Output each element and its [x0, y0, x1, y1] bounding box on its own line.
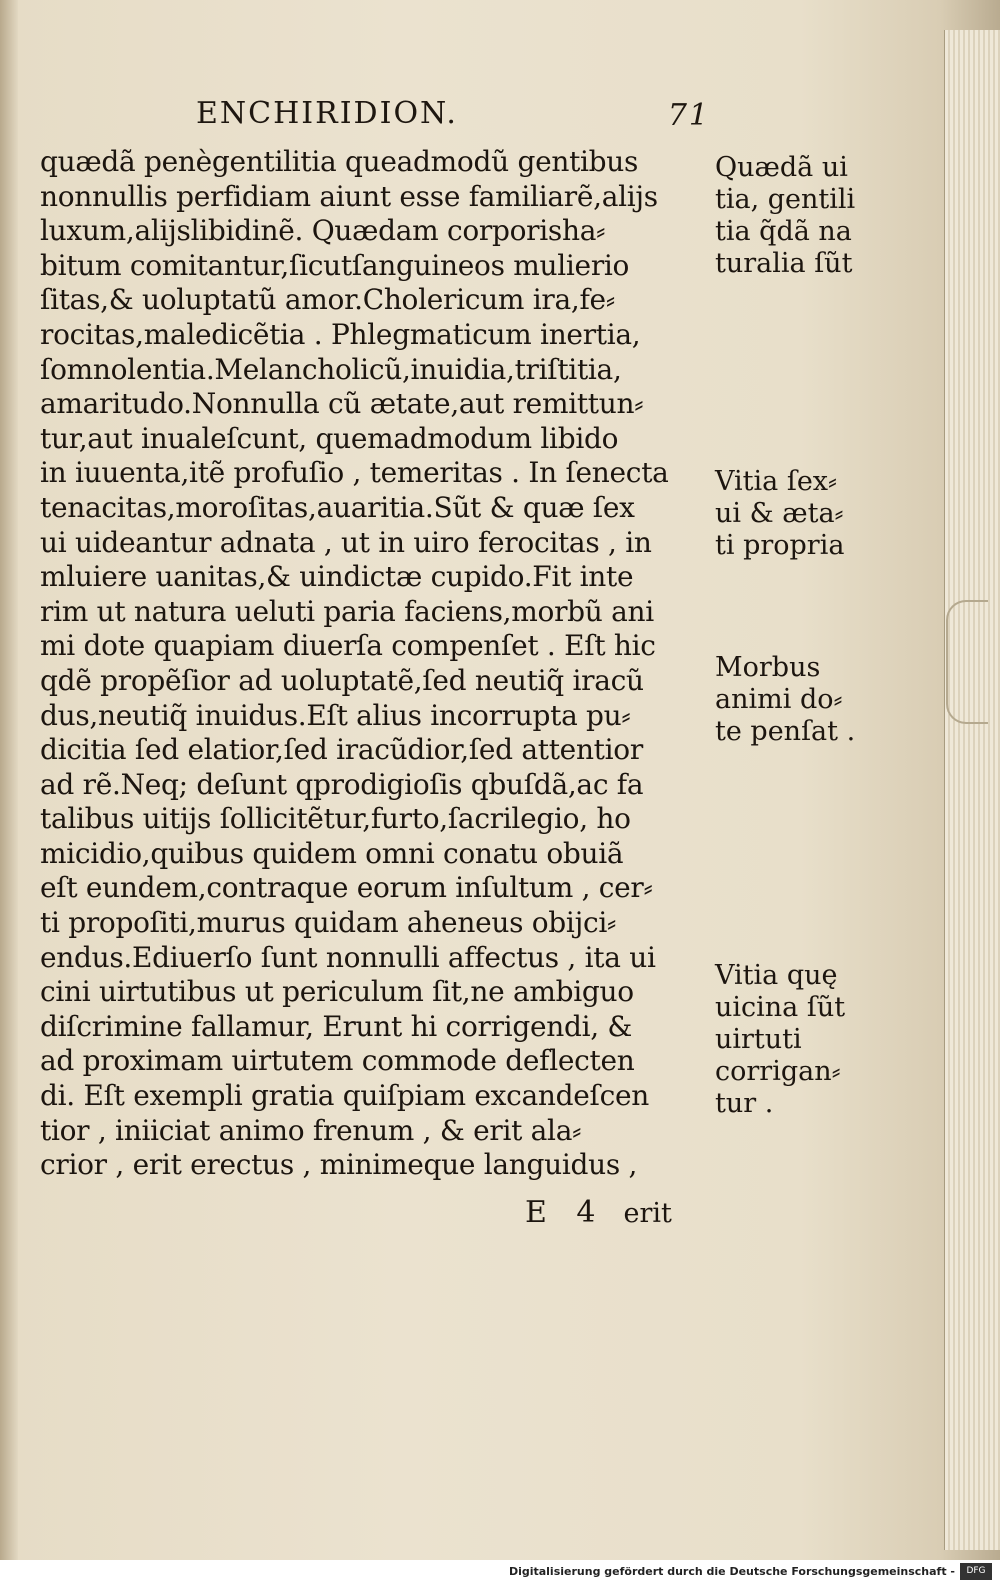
- margin-note-line: Quædã ui: [715, 152, 848, 183]
- text-line: ad rẽ.Neq; deſunt qprodigioſis qbuſdã,ac fa: [40, 767, 644, 801]
- text-line: qdẽ propẽſior ad uoluptatẽ,ſed neutiq̃ iracũ: [40, 663, 644, 697]
- text-line: mi dote quapiam diuerſa compenſet . Eſt hic: [40, 629, 656, 663]
- catchword: erit: [623, 1198, 672, 1229]
- text-line: ad proximam uirtutem commode deflecten: [40, 1044, 635, 1078]
- text-line: ſomnolentia.Melancholicũ,inuidia,triſtitia,: [40, 352, 622, 386]
- margin-note-line: te penſat .: [715, 716, 856, 747]
- text-line: di. Eſt exempli gratia quiſpiam excandeſcen: [40, 1079, 649, 1113]
- text-line: cini uirtutibus ut periculum ſit,ne ambiguo: [40, 975, 634, 1009]
- main-text-block: [40, 145, 700, 1183]
- text-line: ti propoſiti,murus quidam aheneus obijci⸗: [40, 906, 617, 940]
- dfg-logo: DFG: [960, 1563, 992, 1580]
- book-clip: [946, 600, 988, 724]
- digitization-credit: [0, 1560, 1000, 1583]
- margin-note-4: [715, 960, 885, 1120]
- margin-note-line: tia q̃dã na: [715, 216, 852, 247]
- text-line: dus,neutiq̃ inuidus.Eſt alius incorrupta pu⸗: [40, 698, 631, 732]
- running-title: ENCHIRIDION.: [196, 96, 458, 131]
- text-line: amaritudo.Nonnulla cũ ætate,aut remittun⸗: [40, 387, 644, 421]
- page-gutter: [0, 0, 18, 1560]
- margin-note-line: turalia ſũt: [715, 248, 853, 279]
- page-footer: [525, 1195, 672, 1230]
- text-line: ſitas,& uoluptatũ amor.Cholericum ira,fe⸗: [40, 283, 615, 317]
- margin-note-line: ti propria: [715, 530, 845, 561]
- text-line: rocitas,maledicẽtia . Phlegmaticum inertia,: [40, 317, 641, 351]
- margin-note-line: Morbus: [715, 652, 821, 683]
- margin-note-3: [715, 652, 885, 748]
- text-line: quædã penègentilitia queadmodũ gentibus: [40, 145, 639, 178]
- margin-note-line: ui & æta⸗: [715, 498, 844, 529]
- text-line: rim ut natura ueluti paria faciens,morbũ ani: [40, 594, 654, 628]
- text-line: ui uideantur adnata , ut in uiro ferocitas , in: [40, 525, 652, 559]
- text-line: nonnullis perfidiam aiunt esse familiarẽ,alijs: [40, 179, 658, 213]
- text-line: bitum comitantur,ſicutſanguineos mulierio: [40, 248, 630, 282]
- margin-note-line: uirtuti: [715, 1024, 802, 1055]
- signature-mark: E 4: [525, 1195, 606, 1230]
- margin-note-line: Vitia ſex⸗: [715, 466, 838, 497]
- page-edges: [944, 30, 1000, 1550]
- margin-note-line: uicina ſũt: [715, 992, 846, 1023]
- margin-note-line: tia, gentili: [715, 184, 856, 215]
- margin-note-line: tur .: [715, 1088, 774, 1119]
- text-line: endus.Ediuerſo ſunt nonnulli affectus , ita ui: [40, 940, 656, 974]
- page-header: [190, 96, 710, 136]
- text-line: mluiere uanitas,& uindictæ cupido.Fit inte: [40, 560, 634, 594]
- text-line: diſcrimine fallamur, Erunt hi corrigendi, &: [40, 1009, 633, 1043]
- margin-note-2: [715, 466, 885, 562]
- text-line: talibus uitijs ſollicitẽtur,furto,ſacrilegio, ho: [40, 802, 631, 836]
- margin-note-line: Vitia quę: [715, 960, 838, 991]
- text-line: tur,aut inualeſcunt, quemadmodum libido: [40, 421, 619, 455]
- margin-note-line: corrigan⸗: [715, 1056, 841, 1087]
- margin-note-line: animi do⸗: [715, 684, 843, 715]
- text-line: tior , iniiciat animo frenum , & erit ala⸗: [40, 1113, 582, 1147]
- text-line: tenacitas,moroſitas,auaritia.Sũt & quæ ſex: [40, 490, 635, 524]
- text-line: dicitia ſed elatior,ſed iracũdior,ſed attentior: [40, 733, 643, 767]
- page-number: 71: [667, 98, 710, 133]
- text-line: crior , erit erectus , minimeque languidus ,: [40, 1148, 638, 1182]
- text-line: in iuuenta,itẽ profuſio , temeritas . In ſenecta: [40, 456, 669, 490]
- text-line: luxum,alijslibidinẽ. Quædam corporisha⸗: [40, 214, 606, 248]
- text-line: micidio,quibus quidem omni conatu obuiã: [40, 836, 624, 870]
- text-line: eſt eundem,contraque eorum inſultum , cer⸗: [40, 871, 653, 905]
- margin-note-1: [715, 152, 885, 280]
- credit-text: Digitalisierung gefördert durch die Deutsche Forschungsgemeinschaft -: [508, 1565, 955, 1578]
